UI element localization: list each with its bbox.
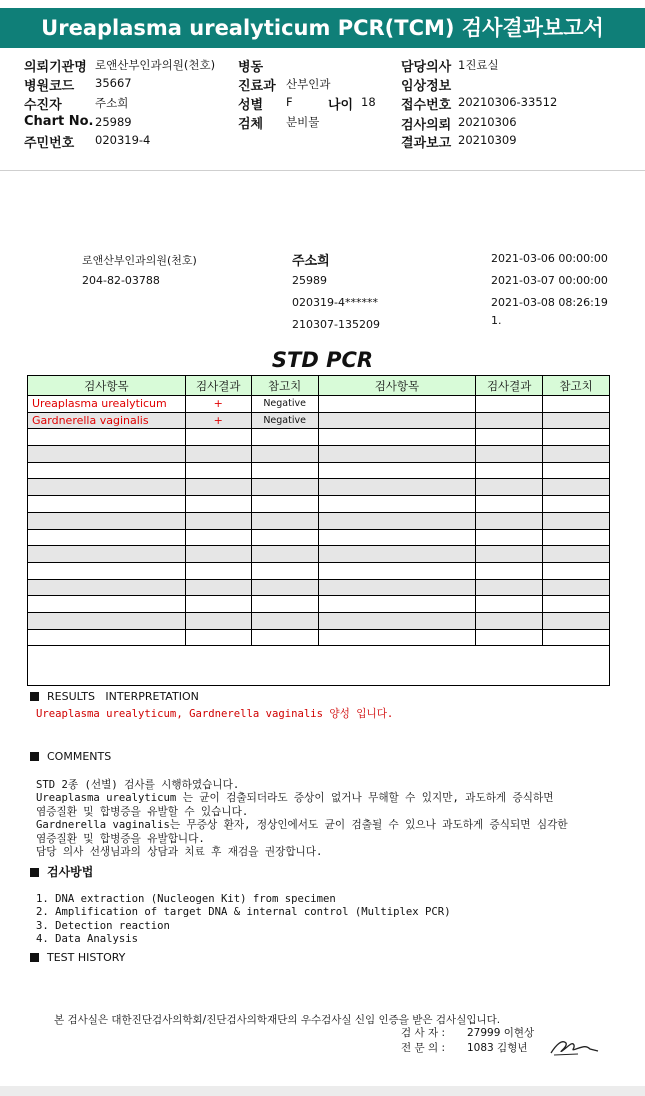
results-text: Ureaplasma urealyticum, Gardnerella vaginalis 양성 입니다.: [36, 708, 394, 720]
header-field-hospital-code: 병원코드 35667: [24, 76, 132, 94]
method-heading: 검사방법: [30, 863, 93, 880]
table-row-empty: [28, 512, 610, 529]
business-number: 204-82-03788: [82, 274, 160, 287]
header-field-clinical-info: 임상정보: [401, 79, 452, 94]
table-row: [28, 412, 610, 429]
test-item: Ureaplasma urealyticum: [28, 396, 186, 413]
header-field-age: 나이 18: [328, 95, 376, 113]
header-field-ward: 병동: [238, 60, 264, 75]
square-bullet-icon: [30, 752, 39, 761]
col-header-ref-2: 참고치: [543, 376, 610, 396]
comments-heading: COMMENTS: [30, 749, 111, 763]
square-bullet-icon: [30, 953, 39, 962]
table-row-empty: [28, 446, 610, 463]
date-collected: 2021-03-06 00:00:00: [491, 252, 608, 265]
specimen-number: 210307-135209: [292, 318, 380, 331]
col-header-item-2: 검사항목: [318, 376, 476, 396]
tester-label: 검 사 자 :: [401, 1027, 445, 1039]
tester-value: 27999 이현상: [467, 1027, 535, 1039]
table-row: [28, 396, 610, 413]
results-heading: RESULTS INTERPRETATION: [30, 689, 199, 703]
header-field-doctor: 담당의사 1진료실: [401, 58, 499, 75]
method-line: 4. Data Analysis: [36, 933, 139, 945]
col-header-item: 검사항목: [28, 376, 186, 396]
page-bottom-strip: [0, 1086, 645, 1096]
table-row-footer: [28, 646, 610, 686]
method-line: 3. Detection reaction: [36, 919, 170, 932]
signature-image: [548, 1035, 600, 1059]
patient-name: 주소희: [292, 254, 330, 269]
table-header-row: [28, 376, 610, 396]
table-row-empty: [28, 496, 610, 513]
comment-line: STD 2종 (선별) 검사를 시행하였습니다.: [36, 778, 240, 791]
square-bullet-icon: [30, 692, 39, 701]
header-field-department: 진료과 산부인과: [238, 77, 331, 94]
comment-line: 염증질환 및 합병증을 유발할 수 있습니다.: [36, 805, 249, 818]
header-field-chart-no: Chart No. 25989: [24, 114, 132, 129]
test-item: Gardnerella vaginalis: [28, 412, 186, 429]
comment-line: 담당 의사 선생님과의 상담과 치료 후 재검을 권장합니다.: [36, 846, 323, 858]
id-number: 020319-4******: [292, 296, 378, 309]
report-title: Ureaplasma urealyticum PCR(TCM) 검사결과보고서: [0, 8, 645, 48]
comment-line: Gardnerella vaginalis는 무증상 환자, 정상인에서도 균이 검출될 수 있으나 과도하게 증식되면 심각한: [36, 819, 568, 831]
col-header-result-2: 검사결과: [476, 376, 543, 396]
square-bullet-icon: [30, 868, 39, 877]
test-reference: Negative: [251, 412, 318, 429]
date-reported: 2021-03-08 08:26:19: [491, 296, 608, 309]
header-field-report-date: 결과보고 20210309: [401, 133, 517, 151]
header-field-specimen: 검체 분비물: [238, 115, 320, 132]
table-row-empty: [28, 479, 610, 496]
test-result: +: [185, 412, 251, 429]
table-row-empty: [28, 596, 610, 613]
chart-number: 25989: [292, 274, 327, 287]
method-line: 2. Amplification of target DNA & internal control (Multiplex PCR): [36, 906, 451, 918]
table-row-empty: [28, 546, 610, 563]
table-row-empty: [28, 612, 610, 629]
header-field-receipt-no: 접수번호 20210306-33512: [401, 95, 558, 113]
certification-text: 본 검사실은 대한진단검사의학회/진단검사의학재단의 우수검사실 신임 인증을 받은 검사실입니다.: [54, 1014, 501, 1026]
table-row-empty: [28, 579, 610, 596]
report-header: [0, 52, 645, 171]
table-row-empty: [28, 462, 610, 479]
history-heading: TEST HISTORY: [30, 950, 125, 964]
col-header-result: 검사결과: [185, 376, 251, 396]
table-row-empty: [28, 529, 610, 546]
document-title: STD PCR: [271, 348, 374, 372]
comment-line: Ureaplasma urealyticum 는 균이 검출되더라도 증상이 없거나 무해할 수 있지만, 과도하게 증식하면: [36, 792, 554, 804]
results-table: [27, 375, 610, 686]
method-line: 1. DNA extraction (Nucleogen Kit) from specimen: [36, 892, 336, 905]
expert-label: 전 문 의 :: [401, 1042, 445, 1054]
expert-value: 1083 김형년: [467, 1042, 528, 1054]
header-field-request-date: 검사의뢰 20210306: [401, 115, 517, 133]
date-received: 2021-03-07 00:00:00: [491, 274, 608, 287]
comment-line: 염증질환 및 합병증을 유발합니다.: [36, 832, 205, 845]
header-field-clinic: 의뢰기관명 로앤산부인과의원(천호): [24, 58, 216, 75]
col-header-ref: 참고치: [251, 376, 318, 396]
table-row-empty: [28, 562, 610, 579]
table-row-empty: [28, 429, 610, 446]
comments-body: [36, 765, 568, 860]
method-body: [36, 879, 451, 947]
table-row-empty: [28, 629, 610, 646]
header-field-patient: 수진자 주소희: [24, 96, 129, 113]
clinic-name: 로앤산부인과의원(천호): [82, 254, 197, 267]
date-reported-cont: 1.: [491, 314, 502, 327]
header-field-sex: 성별 F: [238, 95, 293, 113]
test-reference: Negative: [251, 396, 318, 413]
header-field-id-no: 주민번호 020319-4: [24, 133, 151, 151]
test-result: +: [185, 396, 251, 413]
